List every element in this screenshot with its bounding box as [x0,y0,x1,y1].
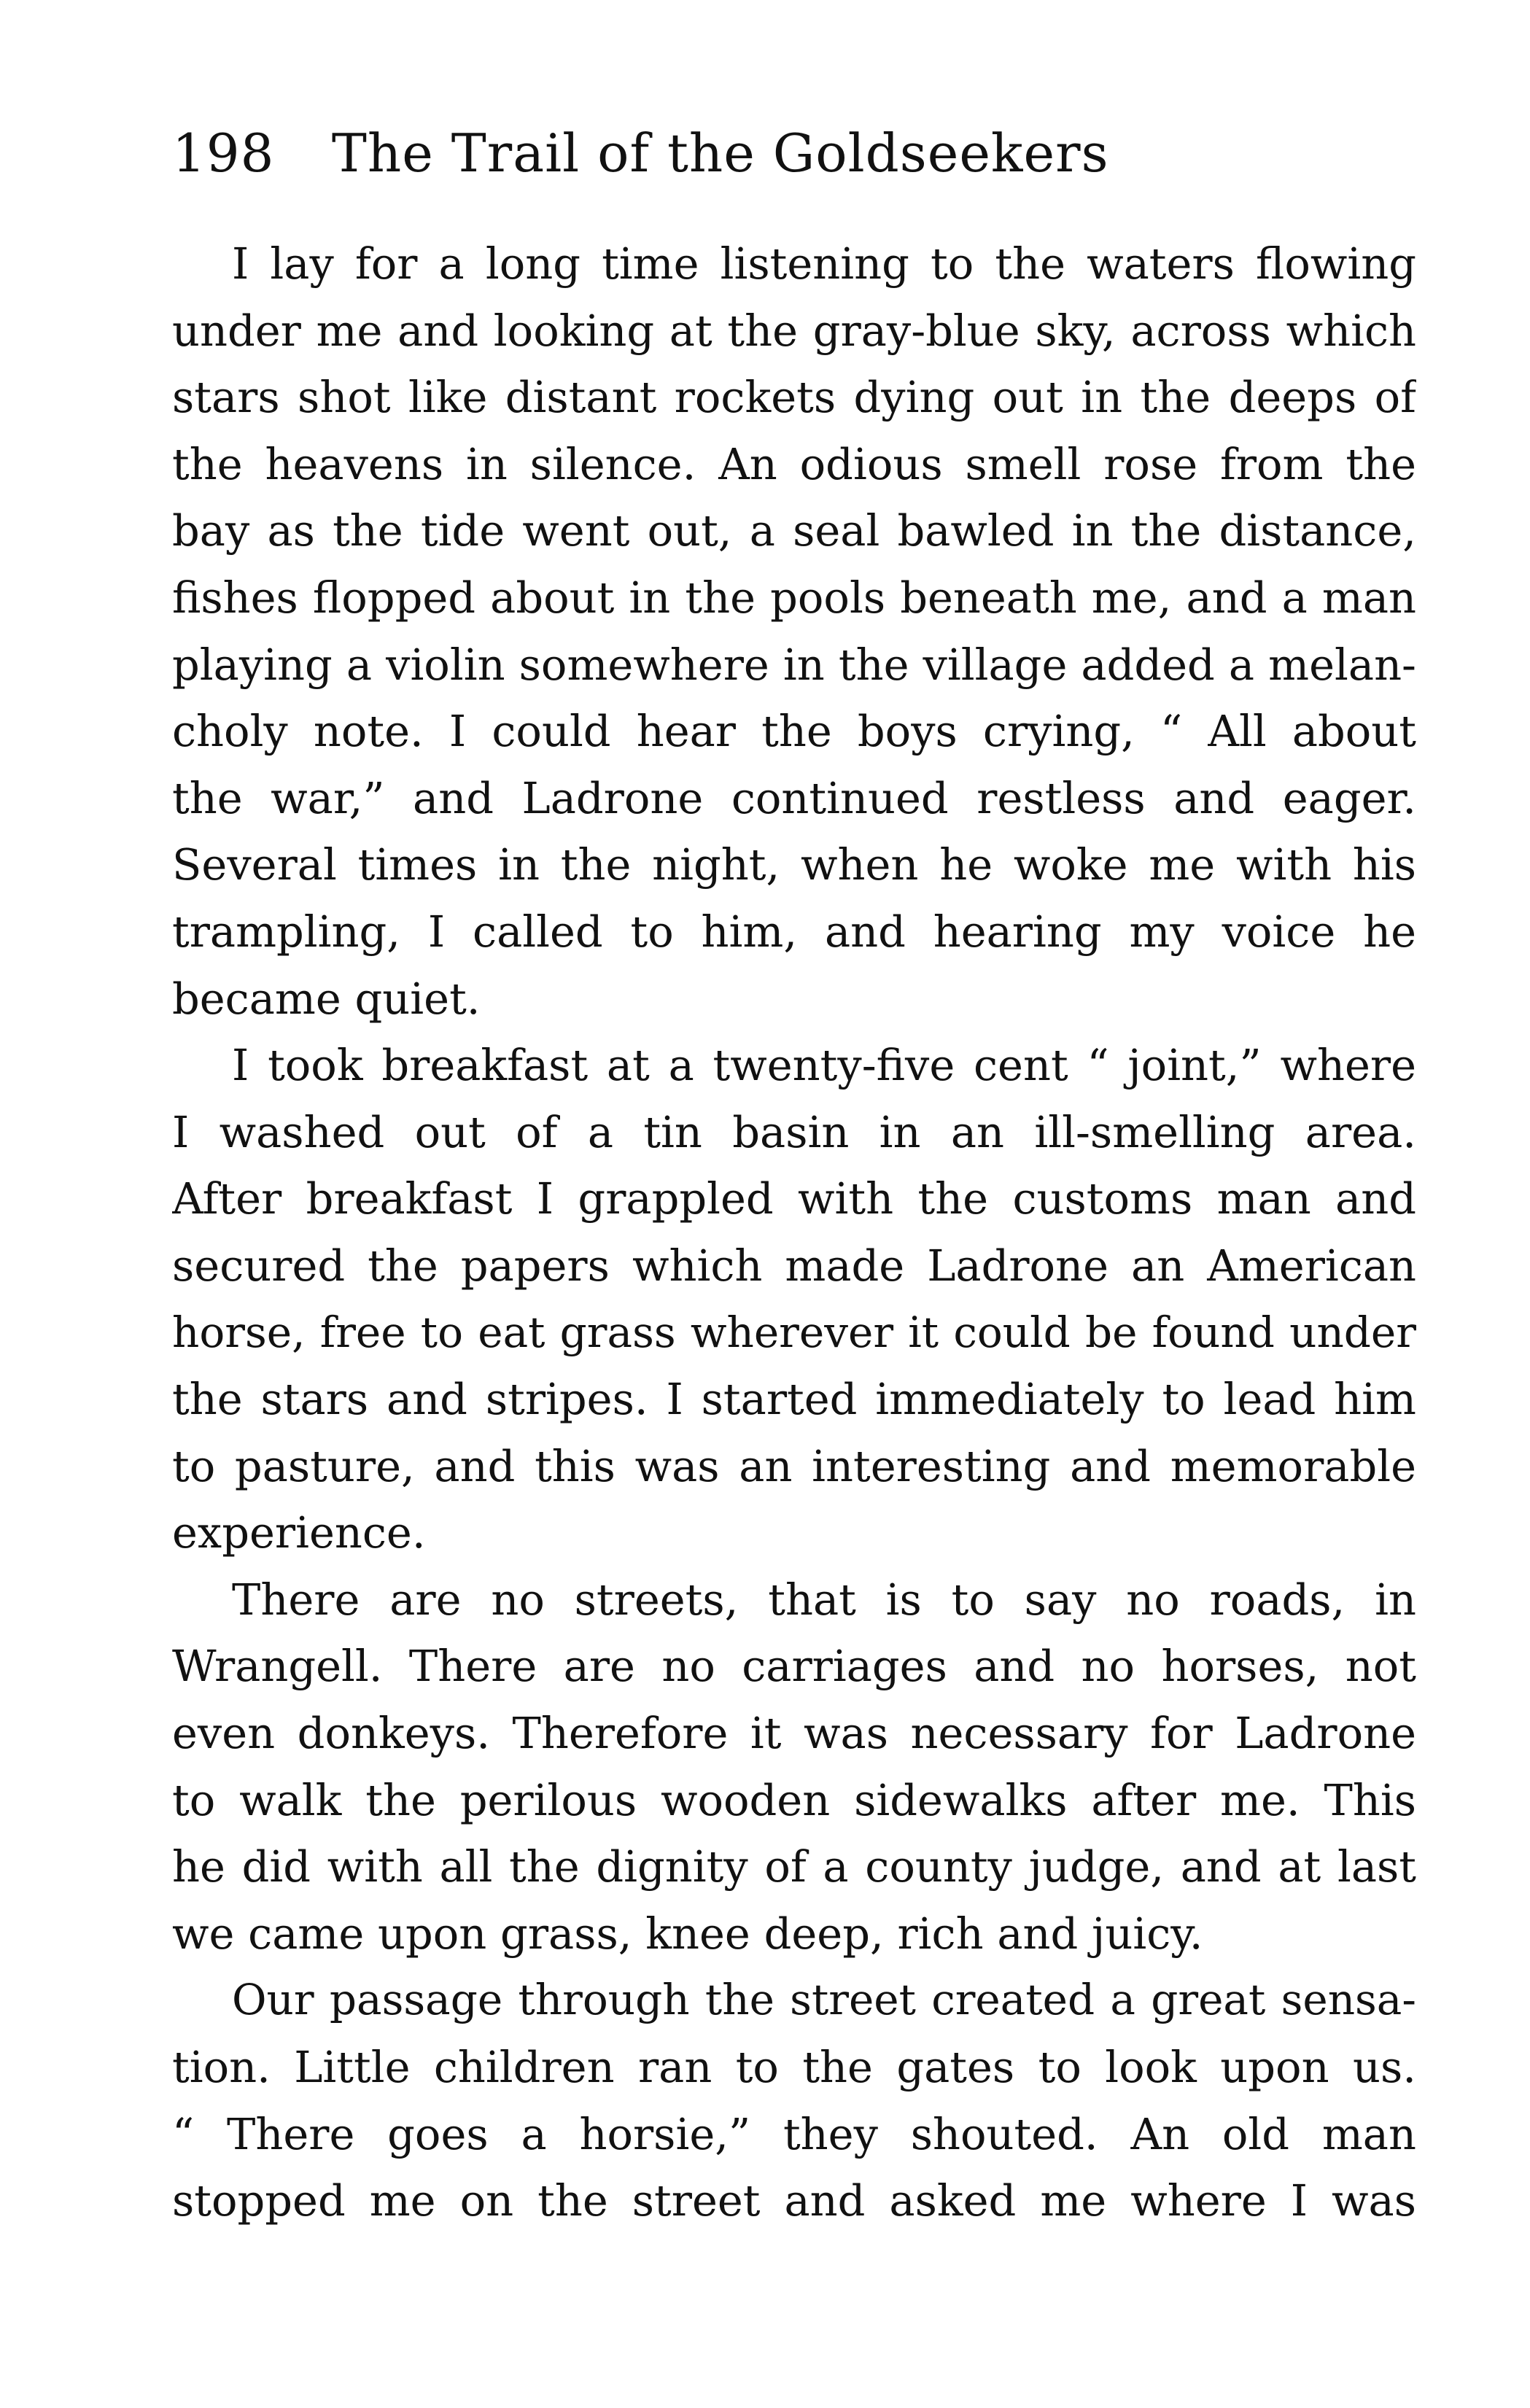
text-line: Our passage through the street created a great sensa- [232,1975,1416,2025]
text-line: the stars and stripes. I started immediately to lead him [172,1374,1416,1425]
text-line: “ There goes a horsie,” they shouted. An old man [172,2108,1416,2159]
text-line: became quiet. [172,973,481,1024]
text-line: trampling, I called to him, and hearing my voice he [172,906,1416,957]
text-line: we came upon grass, knee deep, rich and juicy. [172,1908,1203,1959]
running-title: The Trail of the Goldseekers [331,123,1109,184]
text-line: There are no streets, that is to say no roads, in [232,1574,1416,1625]
text-line: I washed out of a tin basin in an ill-smelling area. [172,1106,1416,1157]
text-line: fishes flopped about in the pools beneath me, and a man [172,572,1416,623]
text-line: to walk the perilous wooden sidewalks after me. This [172,1774,1416,1825]
text-line: Wrangell. There are no carriages and no horses, not [172,1641,1416,1692]
text-line: under me and looking at the gray-blue sky, across which [172,305,1416,356]
text-line: stars shot like distant rockets dying out in the deeps of [172,372,1416,423]
text-line: he did with all the dignity of a county judge, and at last [172,1841,1416,1892]
text-line: stopped me on the street and asked me where I was [172,2175,1416,2226]
text-line: the war,” and Ladrone continued restless and eager. [172,772,1416,823]
running-head [172,117,1412,190]
body-text [172,230,1416,2234]
text-line: even donkeys. Therefore it was necessary for Ladrone [172,1708,1416,1759]
text-line: bay as the tide went out, a seal bawled in the distance, [172,505,1416,556]
text-line: horse, free to eat grass wherever it could be found under [172,1307,1416,1357]
text-line: Several times in the night, when he woke me with his [172,839,1416,890]
text-line: the heavens in silence. An odious smell rose from the [172,438,1416,489]
text-line: to pasture, and this was an interesting and memorable [172,1440,1416,1491]
text-line: tion. Little children ran to the gates to look upon us. [172,2042,1416,2093]
text-line: playing a violin somewhere in the village added a melan- [172,639,1416,690]
page-number: 198 [172,123,275,184]
text-line: I lay for a long time listening to the waters flowing [232,238,1416,289]
text-line: experience. [172,1507,426,1558]
text-line: After breakfast I grappled with the customs man and [172,1173,1416,1224]
text-line: choly note. I could hear the boys crying, “ All about [172,706,1416,757]
text-line: I took breakfast at a twenty-five cent “ joint,” where [232,1040,1416,1091]
text-line: secured the papers which made Ladrone an American [172,1240,1416,1291]
